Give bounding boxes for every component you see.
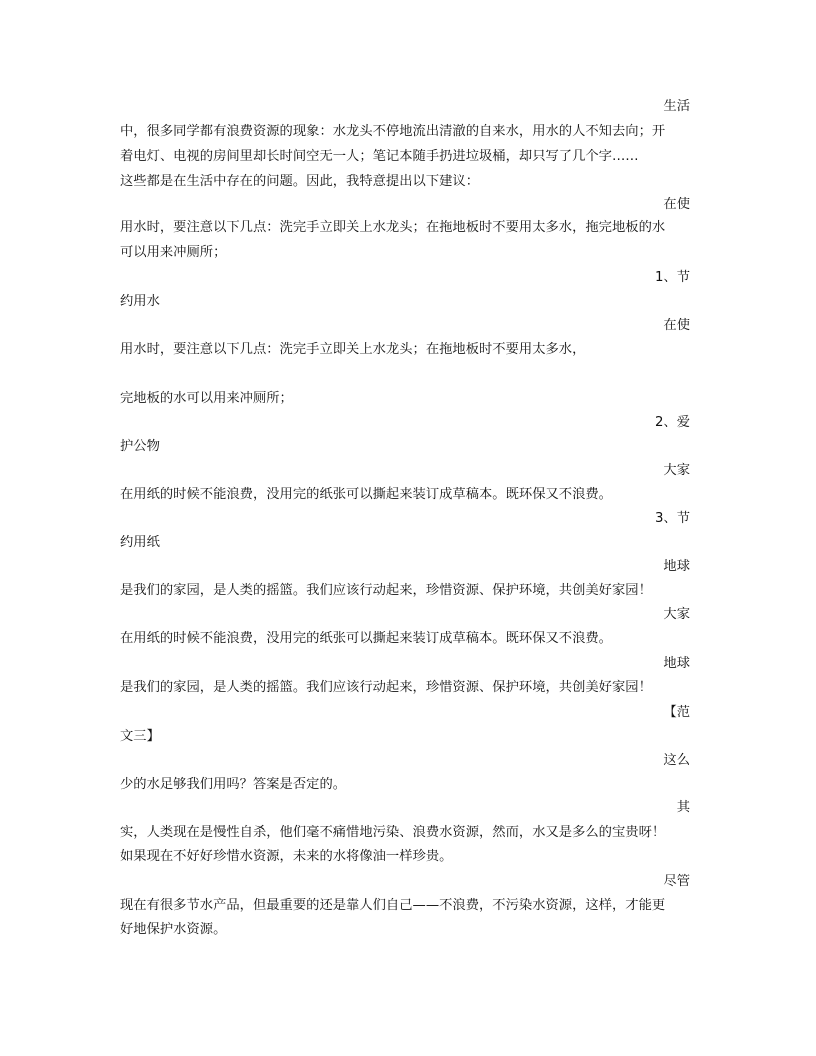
text-line: 着电灯、电视的房间里却长时间空无一人；笔记本随手扔进垃圾桶，却只写了几个字…… [120, 149, 639, 164]
text-line: 实，人类现在是慢性自杀，他们毫不痛惜地污染、浪费水资源，然而，水又是多么的宝贵呀！ [120, 825, 666, 840]
text-line: 在用纸的时候不能浪费，没用完的纸张可以撕起来装订成草稿本。既环保又不浪费。 [120, 631, 612, 646]
text-line: 2、爱 [654, 415, 690, 430]
text-line: 地球 [663, 559, 690, 574]
text-line: 大家 [663, 607, 690, 622]
text-line: 【范 [663, 705, 690, 720]
text-line: 其 [676, 800, 690, 815]
text-line: 护公物 [120, 439, 160, 454]
text-line: 在使 [663, 197, 690, 212]
text-line: 中，很多同学都有浪费资源的现象：水龙头不停地流出清澈的自来水，用水的人不知去向；开 [120, 124, 666, 139]
text-line: 这些都是在生活中存在的问题。因此，我特意提出以下建议： [120, 174, 480, 189]
text-line: 约用纸 [120, 535, 160, 550]
text-line: 用水时，要注意以下几点：洗完手立即关上水龙头；在拖地板时不要用太多水， [120, 342, 586, 357]
text-line: 现在有很多节水产品，但最重要的还是靠人们自己——不浪费，不污染水资源，这样，才能更 [120, 898, 666, 913]
text-line: 完地板的水可以用来冲厕所； [120, 391, 293, 406]
text-line: 生活 [663, 99, 690, 114]
text-line: 3、节 [654, 511, 690, 526]
text-line: 大家 [663, 463, 690, 478]
text-line: 约用水 [120, 294, 160, 309]
text-line: 地球 [663, 656, 690, 671]
text-line: 用水时，要注意以下几点：洗完手立即关上水龙头；在拖地板时不要用太多水，拖完地板的水 [120, 220, 666, 235]
text-line: 少的水足够我们用吗？答案是否定的。 [120, 777, 347, 792]
text-line: 文三】 [120, 729, 160, 744]
text-line: 可以用来冲厕所； [120, 245, 227, 260]
text-line: 是我们的家园，是人类的摇篮。我们应该行动起来，珍惜资源、保护环境，共创美好家园！ [120, 680, 652, 695]
text-line: 1、节 [654, 270, 690, 285]
text-line: 尽管 [663, 874, 690, 889]
text-line: 这么 [663, 753, 690, 768]
text-line: 在使 [663, 318, 690, 333]
text-line: 是我们的家园，是人类的摇篮。我们应该行动起来，珍惜资源、保护环境，共创美好家园！ [120, 583, 652, 598]
text-line: 在用纸的时候不能浪费，没用完的纸张可以撕起来装订成草稿本。既环保又不浪费。 [120, 487, 612, 502]
text-line: 如果现在不好好珍惜水资源，未来的水将像油一样珍贵。 [120, 849, 453, 864]
text-line: 好地保护水资源。 [120, 922, 227, 937]
